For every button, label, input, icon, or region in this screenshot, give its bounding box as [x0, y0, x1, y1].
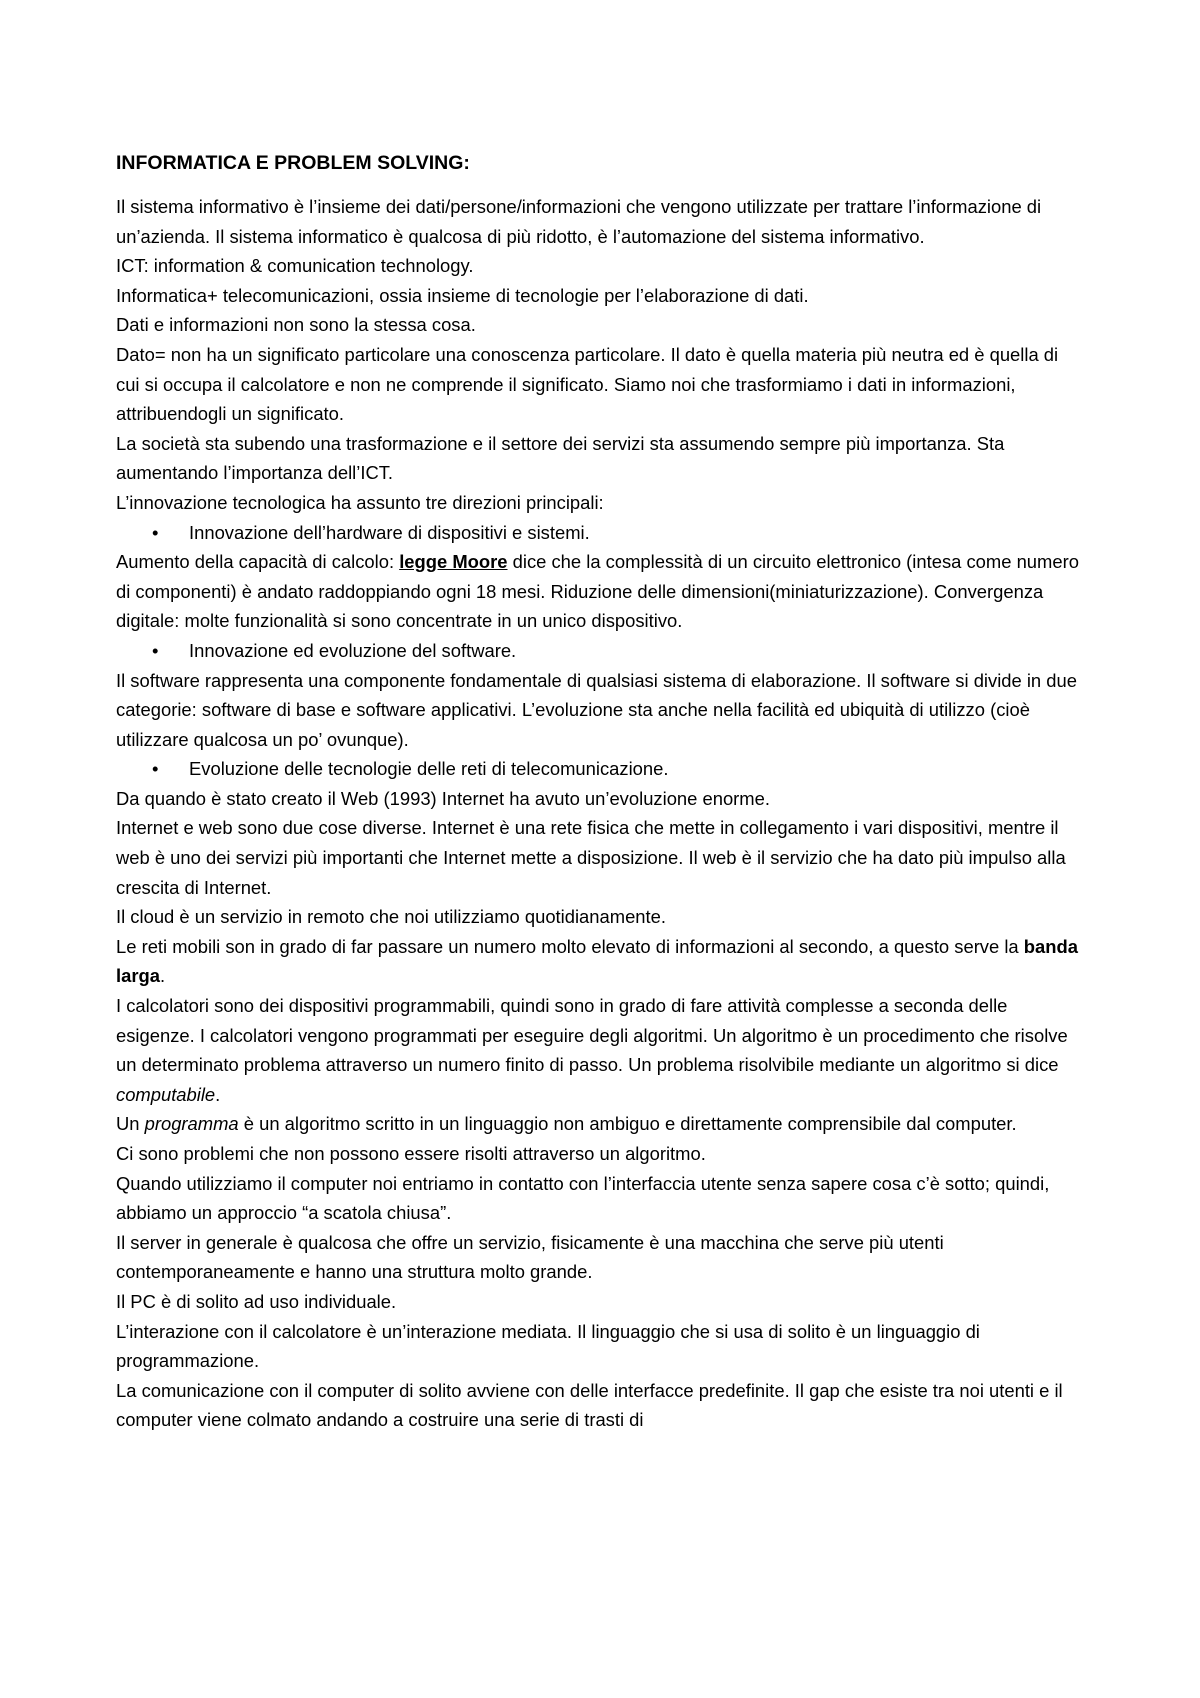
text-segment: I calcolatori sono dei dispositivi programmabili, quindi sono in grado di fare attività complesse a seconda delle esigenze. I calcolatori vengono programmati per eseguire degli algoritmi. Un algoritmo è un procedimento che risolve un determinato problema attraverso un numero finito di passo. Un problema risolvibile mediante un algoritmo si dice [116, 995, 1068, 1076]
text-segment: legge Moore [399, 551, 508, 573]
document-page [116, 148, 1086, 1435]
text-segment: Il cloud è un servizio in remoto che noi utilizziamo quotidianamente. [116, 906, 666, 928]
paragraph [116, 251, 1086, 281]
text-segment: Internet e web sono due cose diverse. Internet è una rete fisica che mette in collegamento i vari dispositivi, mentre il web è uno dei servizi più importanti che Internet mette a disposizione. Il web è il servizio che ha dato più impulso alla crescita di Internet. [116, 817, 1066, 898]
paragraph [116, 932, 1086, 991]
bullet-icon: • [152, 758, 159, 780]
document-body [116, 192, 1086, 1435]
text-segment: L’interazione con il calcolatore è un’interazione mediata. Il linguaggio che si usa di solito è un linguaggio di programmazione. [116, 1320, 980, 1372]
text-segment: Quando utilizziamo il computer noi entriamo in contatto con l’interfaccia utente senza sapere cosa c’è sotto; quindi, abbiamo un approccio “a scatola chiusa”. [116, 1172, 1050, 1224]
bullet-icon: • [152, 639, 159, 661]
text-segment: Ci sono problemi che non possono essere risolti attraverso un algoritmo. [116, 1143, 706, 1164]
text-segment: Le reti mobili son in grado di far passare un numero molto elevato di informazioni al secondo, a questo serve la [116, 935, 1024, 957]
text-segment: Il PC è di solito ad uso individuale. [116, 1290, 397, 1312]
text-segment: Dati e informazioni non sono la stessa cosa. [116, 314, 476, 336]
document-title: INFORMATICA E PROBLEM SOLVING: [116, 152, 470, 174]
text-segment: Evoluzione delle tecnologie delle reti di telecomunicazione. [189, 758, 669, 780]
bullet-item [116, 518, 1086, 548]
text-segment: banda larga [116, 935, 1078, 987]
text-segment: programma [144, 1113, 239, 1135]
paragraph [116, 281, 1086, 311]
paragraph [116, 902, 1086, 932]
text-segment: è un algoritmo scritto in un linguaggio non ambiguo e direttamente comprensibile dal computer. [238, 1113, 1017, 1135]
paragraph [116, 991, 1086, 1109]
paragraph [116, 1139, 1086, 1169]
text-segment: Il sistema informativo è l’insieme dei dati/persone/informazioni che vengono utilizzate per trattare l’informazione di un’azienda. Il sistema informatico è qualcosa di più ridotto, è l’automazione del sistema informativo. [116, 196, 1042, 247]
paragraph [116, 1169, 1086, 1228]
paragraph [116, 784, 1086, 814]
bullet-item [116, 754, 1086, 784]
paragraph [116, 192, 1086, 251]
text-segment: Un [116, 1113, 145, 1135]
text-segment: Innovazione dell’hardware di dispositivi e sistemi. [189, 521, 590, 543]
bullet-icon: • [152, 521, 159, 543]
text-segment: Dato= non ha un significato particolare una conoscenza particolare. Il dato è quella materia più neutra ed è quella di cui si occupa il calcolatore e non ne comprende il significato. Siamo noi che trasformiamo i dati in informazioni, attribuendogli un significato. [116, 343, 1059, 425]
text-segment: Da quando è stato creato il Web (1993) Internet ha avuto un’evoluzione enorme. [116, 787, 770, 809]
paragraph [116, 813, 1086, 902]
text-segment: Il server in generale è qualcosa che offre un servizio, fisicamente è una macchina che serve più utenti contemporaneamente e hanno una struttura molto grande. [116, 1231, 944, 1283]
text-segment: Innovazione ed evoluzione del software. [189, 639, 517, 661]
paragraph [116, 1287, 1086, 1317]
text-segment: Informatica+ telecomunicazioni, ossia insieme di tecnologie per l’elaborazione di dati. [116, 284, 809, 306]
text-segment: Il software rappresenta una componente fondamentale di qualsiasi sistema di elaborazione. Il software si divide in due categorie: software di base e software applicativi. L’evoluzione sta anche nella facilità ed ubiquità di utilizzo (cioè utilizzare qualcosa un po’ ovunque). [116, 669, 1077, 750]
paragraph [116, 340, 1086, 429]
text-segment: . [215, 1083, 221, 1105]
paragraph [116, 429, 1086, 488]
paragraph [116, 547, 1086, 636]
text-segment: . [159, 965, 166, 987]
paragraph [116, 1376, 1086, 1435]
bullet-item [116, 636, 1086, 666]
text-segment: dice che la complessità di un circuito elettronico (intesa come numero di componenti) è andato raddoppiando ogni 18 mesi. Riduzione delle dimensioni(miniaturizzazione). Convergenza digitale: molte funzionalità si sono concentrate in un unico dispositivo. [116, 551, 1079, 632]
paragraph [116, 488, 1086, 518]
text-segment: L’innovazione tecnologica ha assunto tre direzioni principali: [116, 491, 604, 513]
text-segment: computabile [116, 1083, 216, 1105]
text-segment: La società sta subendo una trasformazione e il settore dei servizi sta assumendo sempre più importanza. Sta aumentando l’importanza dell’ICT. [116, 432, 1005, 484]
paragraph [116, 310, 1086, 340]
text-segment: La comunicazione con il computer di solito avviene con delle interfacce predefinite. Il gap che esiste tra noi utenti e il computer viene colmato andando a costruire una serie di trasti di [116, 1379, 1063, 1431]
text-segment: Aumento della capacità di calcolo: [116, 551, 400, 573]
text-segment: ICT: information & comunication technology. [116, 255, 474, 277]
paragraph [116, 1228, 1086, 1287]
paragraph [116, 1109, 1086, 1139]
paragraph [116, 1317, 1086, 1376]
paragraph [116, 666, 1086, 755]
